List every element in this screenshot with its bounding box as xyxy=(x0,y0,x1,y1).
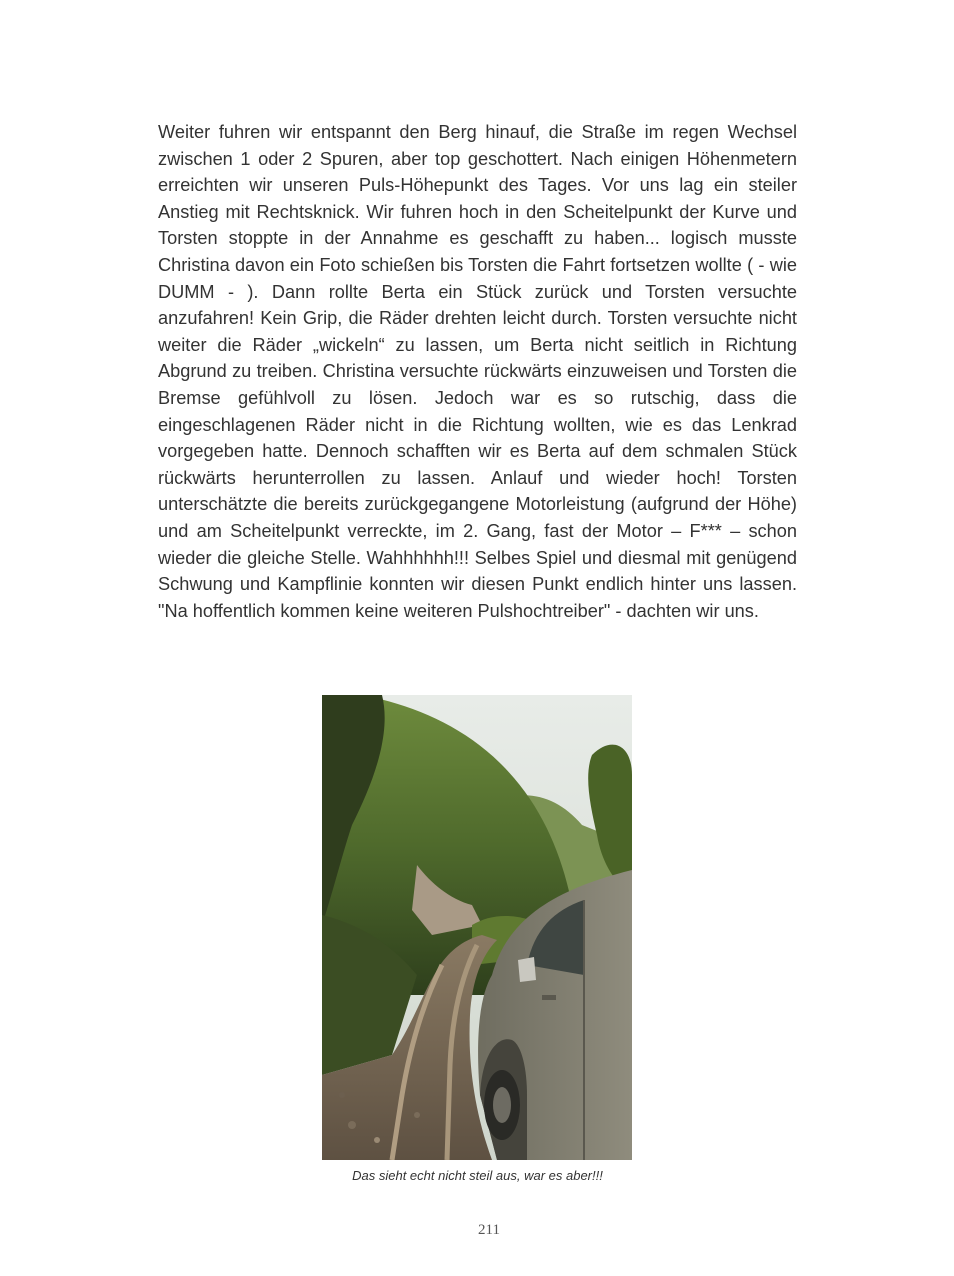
photo-caption: Das sieht echt nicht steil aus, war es aber!!! xyxy=(352,1168,603,1183)
page-number: 211 xyxy=(478,1222,500,1238)
road-van-photo xyxy=(322,695,632,1160)
body-paragraph: Weiter fuhren wir entspannt den Berg hinauf, die Straße im regen Wechsel zwischen 1 oder 2 Spuren, aber top geschottert. Nach einigen Höhenmetern erreichten wir unseren Puls-Höhepunkt des Tages. Vor uns lag ein steiler Anstieg mit Rechtsknick. Wir fuhren hoch in den Scheitelpunkt der Kurve und Torsten stoppte in der Annahme es geschafft zu haben... logisch musste Christina davon ein Foto schießen bis Torsten die Fahrt fortsetzen wollte ( - wie DUMM - ). Dann rollte Berta ein Stück zurück und Torsten versuchte anzufahren! Kein Grip, die Räder drehten leicht durch. Torsten versuchte nicht weiter die Räder „wickeln“ zu lassen, um Berta nicht seitlich in Richtung Abgrund zu treiben. Christina versuchte rückwärts einzuweisen und Torsten die Bremse gefühlvoll zu lösen. Jedoch war es so rutschig, dass die eingeschlagenen Räder nicht in die Richtung wollten, wie es das Lenkrad vorgegeben hatte. Dennoch schafften wir es Berta auf dem schmalen Stück rückwärts herunterrollen zu lassen. Anlauf und wieder hoch! Torsten unterschätzte die bereits zurückgegangene Motorleistung (aufgrund der Höhe) und am Scheitelpunkt verreckte, im 2. Gang, fast der Motor – F*** – schon wieder die gleiche Stelle. Wahhhhhh!!! Selbes Spiel und diesmal mit genügend Schwung und Kampflinie konnten wir diesen Punkt endlich hinter uns lassen. "Na hoffentlich kommen keine weiteren Pulshochtreiber" - dachten wir uns. xyxy=(158,122,797,621)
